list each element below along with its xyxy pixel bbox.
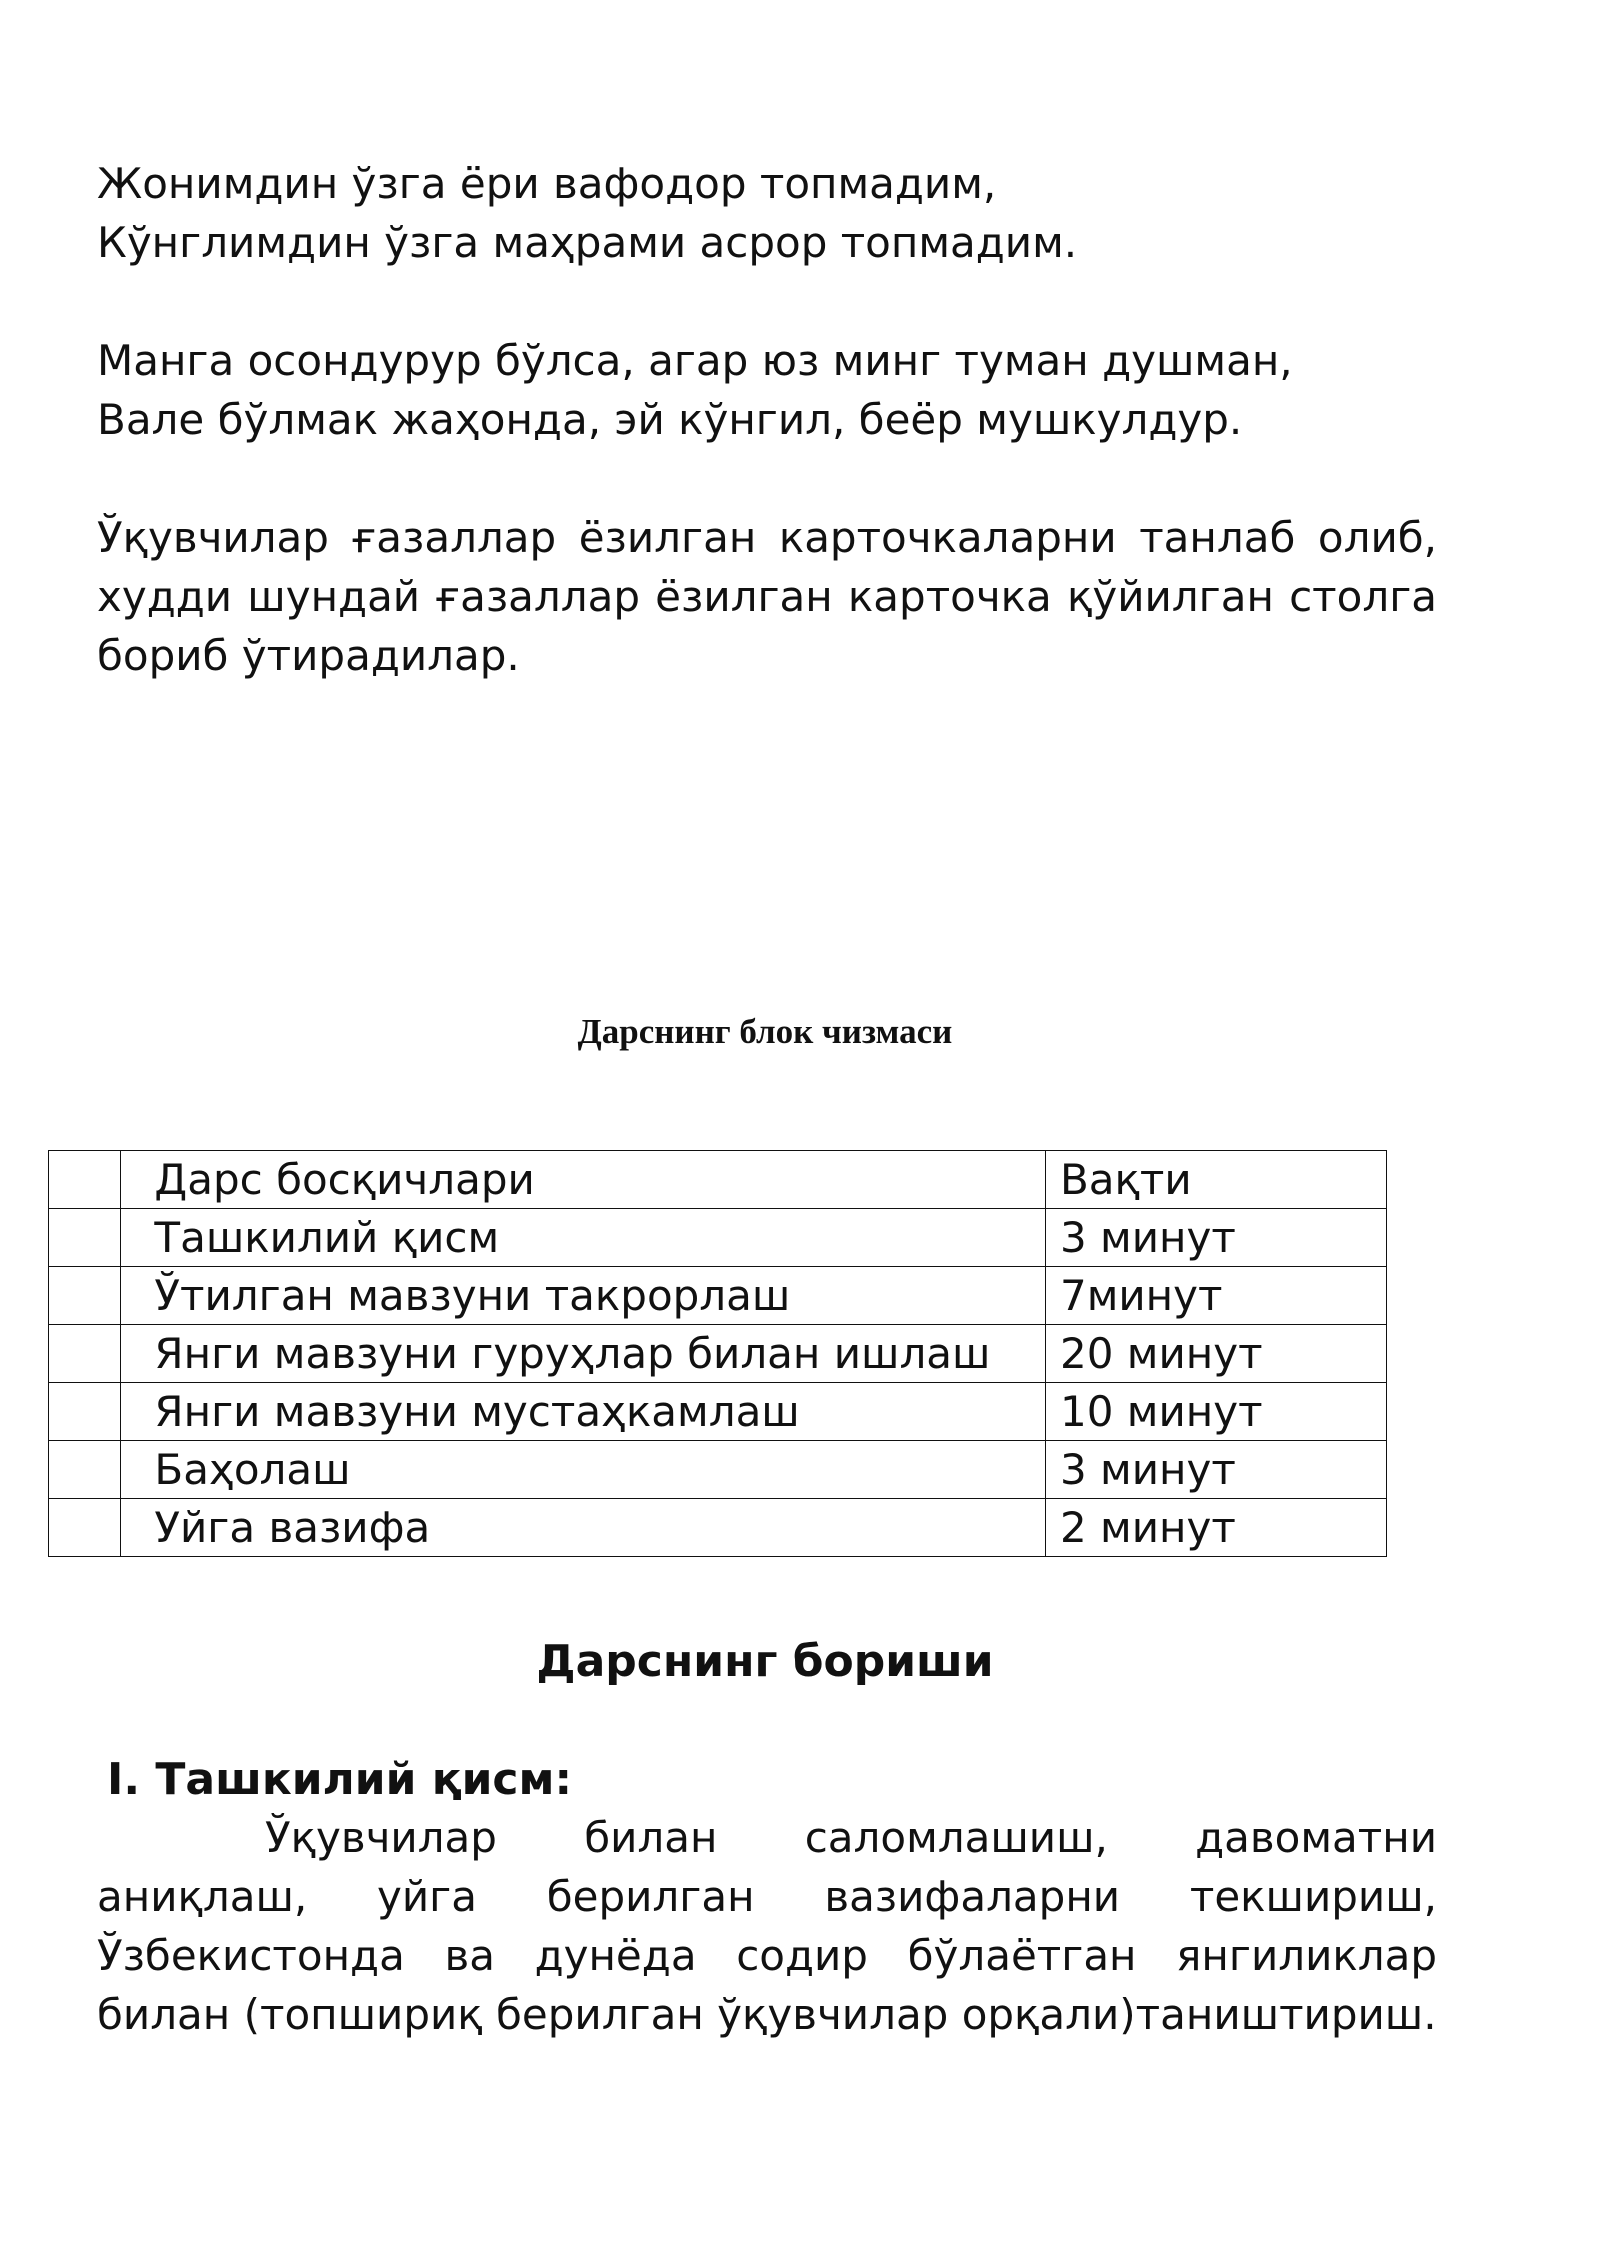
stage-cell: Баҳолаш — [121, 1441, 1046, 1499]
time-cell: 3 минут — [1045, 1209, 1386, 1267]
verse-couplet-1 — [97, 154, 1437, 272]
lesson-progress-heading: Дарснинг бориши — [536, 1636, 994, 1687]
verse-line: Манга осондурур бўлса, агар юз минг туман душман, — [97, 336, 1293, 385]
verse-line: Жонимдин ўзга ёри вафодор топмадим, — [97, 159, 997, 208]
stage-cell: Уйга вазифа — [121, 1499, 1046, 1557]
lesson-plan-table — [48, 1150, 1387, 1557]
column-header-stage: Дарс босқичлари — [121, 1151, 1046, 1209]
row-number-cell — [49, 1441, 121, 1499]
stage-cell: Ўтилган мавзуни такрорлаш — [121, 1267, 1046, 1325]
time-cell: 20 минут — [1045, 1325, 1386, 1383]
time-cell: 10 минут — [1045, 1383, 1386, 1441]
table-row — [49, 1383, 1387, 1441]
table-row — [49, 1325, 1387, 1383]
time-cell: 3 минут — [1045, 1441, 1386, 1499]
stage-cell: Ташкилий қисм — [121, 1209, 1046, 1267]
time-cell: 7минут — [1045, 1267, 1386, 1325]
stage-cell: Янги мавзуни мустаҳкамлаш — [121, 1383, 1046, 1441]
row-number-cell — [49, 1209, 121, 1267]
verse-line: Вале бўлмак жаҳонда, эй кўнгил, беёр мушкулдур. — [97, 395, 1243, 444]
column-header-time: Вақти — [1045, 1151, 1386, 1209]
row-number-cell — [49, 1499, 121, 1557]
section-title: I. Ташкилий қисм: — [107, 1754, 573, 1805]
time-cell: 2 минут — [1045, 1499, 1386, 1557]
verse-line: Кўнглимдин ўзга маҳрами асрор топмадим. — [97, 218, 1078, 267]
row-number-cell — [49, 1325, 121, 1383]
intro-paragraph: Ўқувчилар ғазаллар ёзилган карточкаларни танлаб олиб, худди шундай ғазаллар ёзилган карточка қўйилган столга бориб ўтирадилар. — [97, 513, 1437, 680]
verse-couplet-2 — [97, 331, 1437, 449]
row-number-cell — [49, 1383, 121, 1441]
row-number-cell — [49, 1151, 121, 1209]
table-header-row — [49, 1151, 1387, 1209]
stage-cell: Янги мавзуни гуруҳлар билан ишлаш — [121, 1325, 1046, 1383]
table-row — [49, 1441, 1387, 1499]
section-body-paragraph: Ўқувчилар билан саломлашиш, давоматни аниқлаш, уйга берилган вазифаларни текшириш, Ўзбекистонда ва дунёда содир бўлаётган янгиликлар билан (топшириқ берилган ўқувчилар орқали)таништириш. — [97, 1813, 1437, 2039]
block-diagram-title: Дарснинг блок чизмаси — [577, 1012, 953, 1051]
table-row — [49, 1499, 1387, 1557]
table-row — [49, 1209, 1387, 1267]
table-row — [49, 1267, 1387, 1325]
row-number-cell — [49, 1267, 121, 1325]
